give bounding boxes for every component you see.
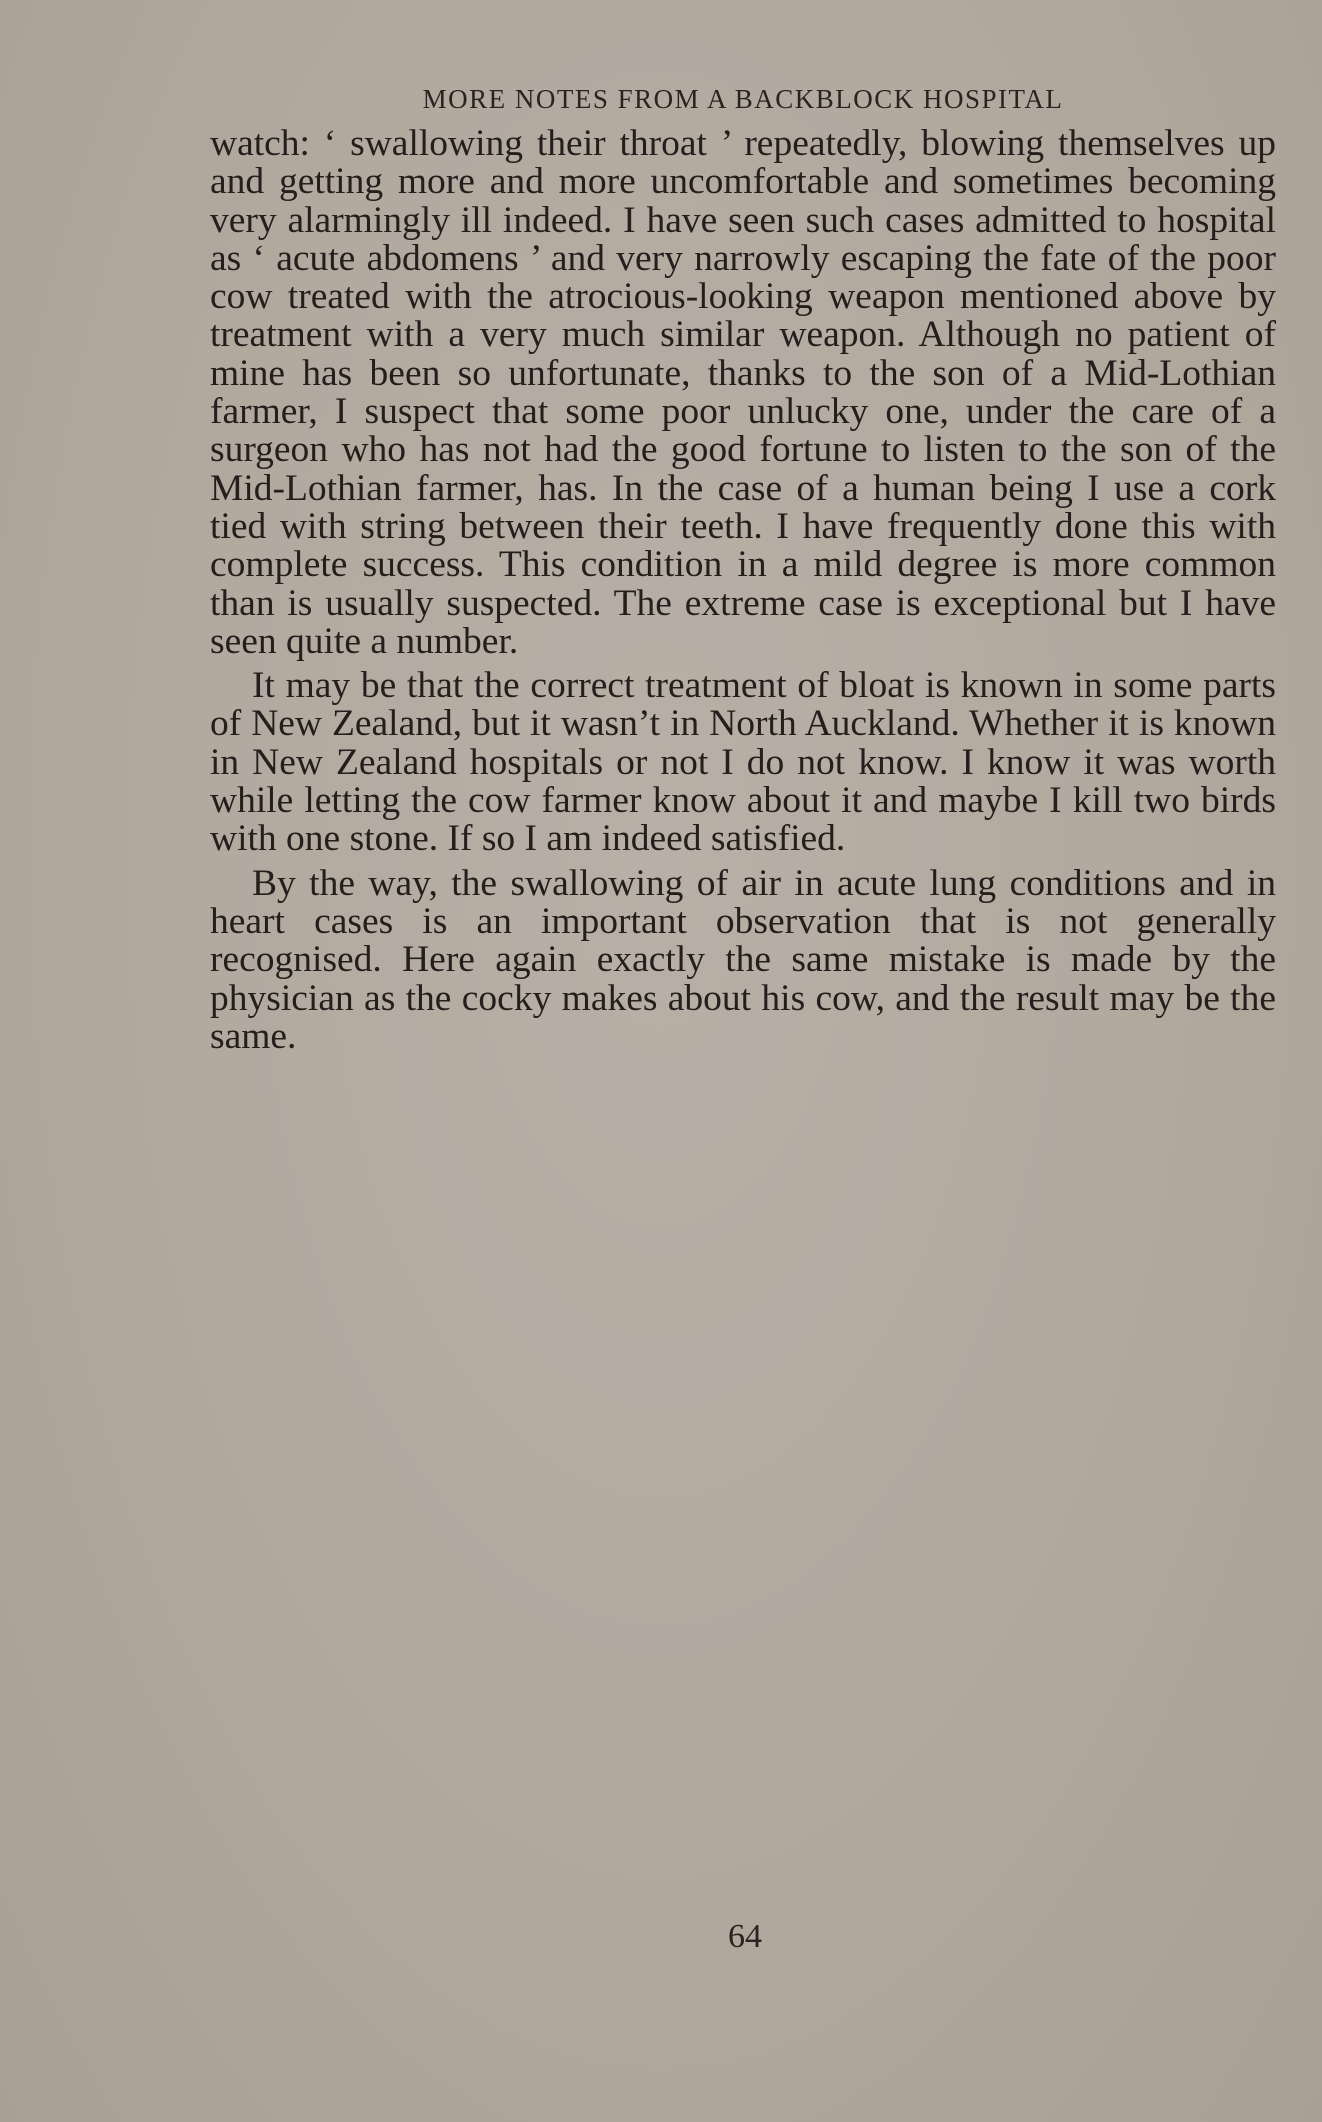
paragraph-continued: watch: ‘ swallowing their throat ’ repeatedly, blowing themselves up and getting more and more uncomfortable and sometimes becoming very alarmingly ill indeed. I have seen such cases admitted to hospital as ‘ acute abdomens ’ and very narrowly escaping the fate of the poor cow treated with the atrocious-looking weapon mentioned above by treatment with a very much similar weapon. Although no patient of mine has been so unfortunate, thanks to the son of a Mid-Lothian farmer, I suspect that some poor unlucky one, under the care of a surgeon who has not had the good fortune to listen to the son of the Mid-Lothian farmer, has. In the case of a human being I use a cork tied with string between their teeth. I have frequently done this with complete success. This condition in a mild degree is more common than is usually suspected. The extreme case is exceptional but I have seen quite a number. (210, 123, 1276, 662)
body-text (210, 125, 1276, 1056)
paragraph: By the way, the swallowing of air in acute lung conditions and in heart cases is an important observation that is not generally recognised. Here again exactly the same mistake is made by the physician as the cocky makes about his cow, and the result may be the same. (210, 862, 1276, 1057)
running-head: MORE NOTES FROM A BACKBLOCK HOSPITAL (422, 84, 1064, 114)
page-number: 64 (728, 1918, 762, 1955)
paragraph: It may be that the correct treatment of bloat is known in some parts of New Zealand, but it wasn’t in North Auckland. Whether it is known in New Zealand hospitals or not I do not know. I know it was worth while letting the cow farmer know about it and maybe I kill two birds with one stone. If so I am indeed satisfied. (210, 665, 1276, 860)
